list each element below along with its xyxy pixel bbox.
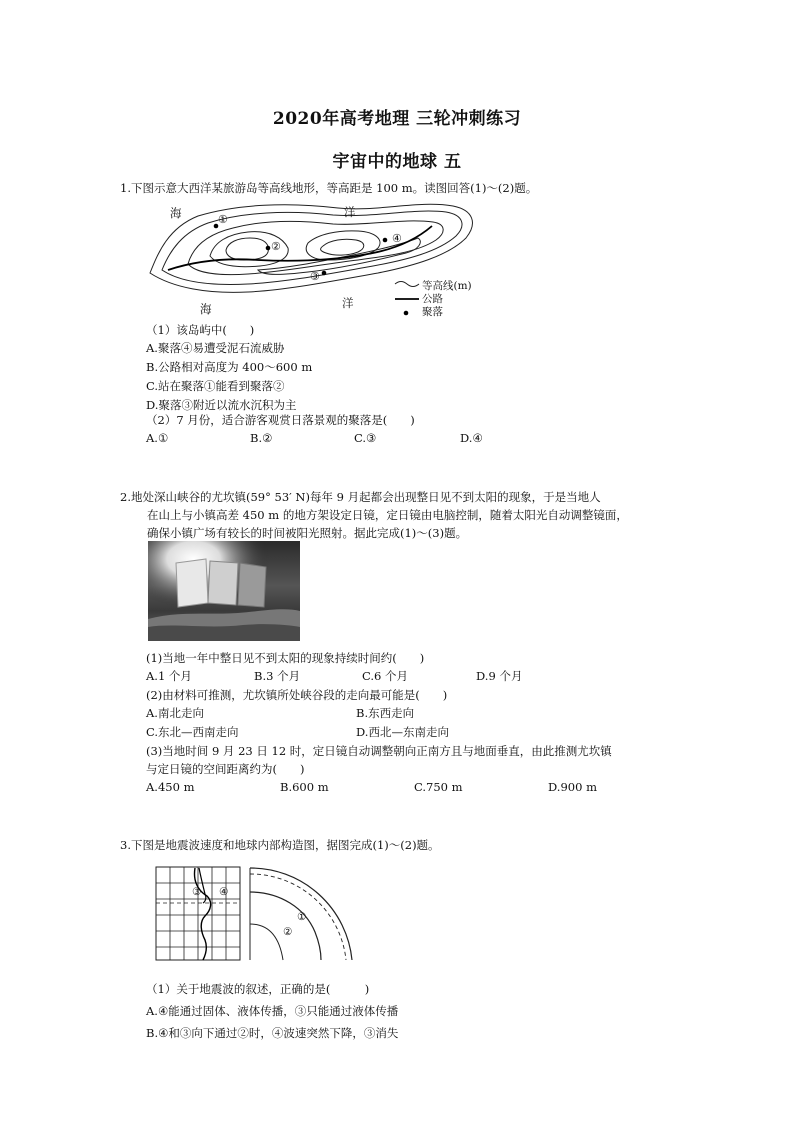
- q3-sub1-question: （1）关于地震波的叙述，正确的是( ): [146, 982, 370, 996]
- island-contour-map: [148, 198, 480, 320]
- q2-sub1-option-d: D.9 个月: [476, 669, 523, 683]
- q3-sub1-option-a: A.④能通过固体、液体传播，③只能通过液体传播: [146, 1004, 399, 1018]
- legend-settlement-label: 聚落: [422, 306, 443, 318]
- q2-stem: [120, 488, 628, 542]
- q2-sub2-question: (2)由材料可推测，尤坎镇所处峡谷段的走向最可能是( ): [146, 688, 448, 702]
- q2-sub2-option-d: D.西北—东南走向: [356, 725, 449, 739]
- q2-sub2-option-b: B.东西走向: [356, 706, 415, 720]
- q1-sub1-question: （1）该岛屿中( ): [146, 323, 255, 337]
- q2-sub2-option-a: A.南北走向: [146, 706, 204, 720]
- q1-sub2-option-b: B.②: [250, 431, 273, 445]
- legend-contour-label: 等高线(m): [422, 280, 472, 292]
- legend-road-label: 公路: [422, 293, 443, 305]
- q2-sub2-option-c: C.东北—西南走向: [146, 725, 239, 739]
- q2-sub1-option-c: C.6 个月: [362, 669, 409, 683]
- q1-sub2-option-c: C.③: [354, 431, 377, 445]
- wave-label-3: ③: [192, 886, 202, 898]
- q1-sub1: [146, 321, 312, 415]
- ocean-label-top-right: 洋: [344, 205, 356, 219]
- q1-sub1-option-d: D.聚落③附近以流水沉积为主: [146, 398, 297, 412]
- q2-sub1: [146, 649, 612, 797]
- wave-label-4: ④: [219, 886, 229, 898]
- q2-sub1-option-b: B.3 个月: [254, 669, 301, 683]
- q1-sub1-option-b: B.公路相对高度为 400～600 m: [146, 360, 313, 374]
- q1-sub2: [146, 411, 483, 448]
- q1-sub2-option-a: A.①: [146, 431, 169, 445]
- q2-sub3-question-line-1: (3)当地时间 9 月 23 日 12 时，定日镜自动调整朝向正南方且与地面垂直，由此推测尤坎镇: [146, 744, 612, 758]
- q2-sub3-question-line-2: 与定日镜的空间距离约为( ): [146, 762, 305, 776]
- sea-label-bottom-left: 海: [200, 302, 212, 316]
- q2-sub3-option-b: B.600 m: [280, 780, 329, 794]
- seismic-diagram-svg: [155, 866, 355, 962]
- q3-sub1: [146, 979, 398, 1044]
- layer-label-1: ①: [297, 911, 307, 923]
- layer-label-2: ②: [283, 926, 293, 938]
- q1-stem: 1.下图示意大西洋某旅游岛等高线地形，等高距是 100 m。读图回答(1)～(2)题。: [120, 181, 538, 195]
- q2-sub3-option-c: C.750 m: [414, 780, 463, 794]
- q2-stem-line-1: 2.地处深山峡谷的尤坎镇(59° 53′ N)每年 9 月起都会出现整日见不到太阳的现象，于是当地人: [120, 490, 601, 504]
- heliostat-photo-svg: [148, 541, 300, 641]
- seismic-structure-diagram: [155, 866, 355, 962]
- ocean-label-bottom-right: 洋: [342, 296, 354, 310]
- q1-sub1-option-a: A.聚落④易遭受泥石流威胁: [146, 341, 285, 355]
- heliostat-photo: [148, 541, 300, 641]
- q2-stem-line-2: 在山上与小镇高差 450 m 的地方架设定日镜，定日镜由电脑控制，随着太阳光自动调整镜面，: [147, 508, 628, 522]
- q2-sub1-option-a: A.1 个月: [146, 669, 192, 683]
- q2-sub3-option-a: A.450 m: [146, 780, 195, 794]
- q3-stem: 3.下图是地震波速度和地球内部构造图，据图完成(1)～(2)题。: [120, 838, 440, 852]
- q2-sub1-question: (1)当地一年中整日见不到太阳的现象持续时间约( ): [146, 651, 425, 665]
- q1-sub2-question: （2）7 月份，适合游客观赏日落景观的聚落是( ): [146, 413, 415, 427]
- q2-stem-line-3: 确保小镇广场有较长的时间被阳光照射。据此完成(1)～(3)题。: [147, 526, 468, 540]
- q2-sub3-option-d: D.900 m: [548, 780, 597, 794]
- settlement-3-label: ③: [310, 270, 320, 283]
- settlement-1-label: ①: [218, 213, 228, 226]
- page-subtitle: 宇宙中的地球 五: [332, 152, 462, 172]
- q1-sub1-option-c: C.站在聚落①能看到聚落②: [146, 379, 285, 393]
- settlement-2-label: ②: [271, 240, 281, 253]
- q3-sub1-option-b: B.④和③向下通过②时，④波速突然下降，③消失: [146, 1026, 399, 1040]
- page-title: 2020年高考地理 三轮冲刺练习: [272, 109, 522, 129]
- settlement-4-label: ④: [392, 232, 402, 245]
- q1-sub2-option-d: D.④: [460, 431, 483, 445]
- sea-label-top-left: 海: [170, 206, 182, 220]
